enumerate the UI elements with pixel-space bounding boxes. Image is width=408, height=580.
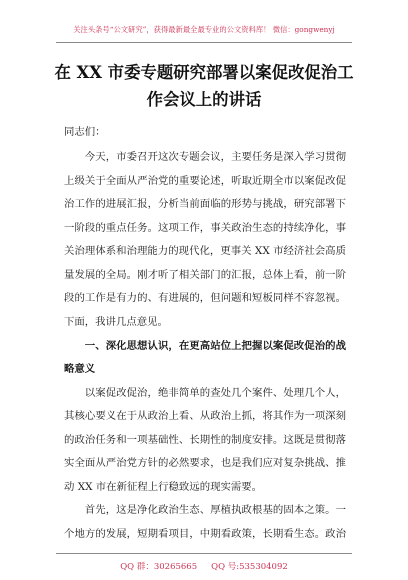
text-line: 一阶段的重点任务。这项工作，事关政治生态的持续净化，事 bbox=[64, 221, 346, 234]
text-line: 下面，我讲几点意见。 bbox=[64, 316, 168, 329]
footer-divider bbox=[56, 553, 352, 554]
text-line: 其核心要义在于从政治上看、从政治上抓，将其作为一项深刻 bbox=[64, 410, 346, 423]
text-line: 上级关于全面从严治党的重要论述，听取近期全市以案促改促 bbox=[64, 174, 346, 187]
salutation: 同志们： bbox=[64, 126, 106, 139]
text-line: 实全面从严治党方针的必然要求，也是我们应对复杂挑战、推 bbox=[64, 457, 346, 470]
page-header-text: 关注头条号“公文研究”，获得最新最全最专业的公文资料库！ 微信：gongwenyj bbox=[73, 25, 335, 34]
paragraph-first-point bbox=[64, 499, 346, 546]
heading-line: 略意义 bbox=[64, 363, 96, 376]
heading-line: 一、深化思想认识，在更高站位上把握以案促改促治的战 bbox=[84, 339, 346, 352]
page-footer bbox=[0, 561, 408, 573]
text-line: 关治理体系和治理能力的现代化，更事关 XX 市经济社会高质 bbox=[64, 245, 346, 258]
footer-qq-group: QQ 群：30265665 bbox=[120, 562, 198, 572]
text-line: 的政治任务和一项基础性、长期性的制度安排。这既是贯彻落 bbox=[64, 433, 346, 446]
text-line: 首先，这是净化政治生态、厚植执政根基的固本之策。一 bbox=[84, 504, 346, 517]
text-line: 动 XX 市在新征程上行稳致远的现实需要。 bbox=[64, 480, 263, 493]
text-line: 段的工作是有力的、有进展的，但问题和短板同样不容忽视。 bbox=[64, 292, 346, 305]
header-divider bbox=[56, 42, 352, 43]
footer-qq-number: QQ 号:535304092 bbox=[211, 562, 288, 572]
text-line: 今天，市委召开这次专题会议，主要任务是深入学习贯彻 bbox=[84, 151, 346, 164]
document-title-line-1: 在 XX 市委专题研究部署以案促改促治工 bbox=[54, 63, 354, 82]
paragraph-significance bbox=[64, 382, 346, 500]
text-line: 以案促改促治，绝非简单的查处几个案件、处理几个人， bbox=[84, 386, 346, 399]
text-line: 个地方的发展，短期看项目，中期看政策，长期看生态。政治 bbox=[64, 527, 346, 540]
text-line: 量发展的全局。刚才听了相关部门的汇报，总体上看，前一阶 bbox=[64, 268, 346, 281]
text-line: 治工作的进展汇报，分析当前面临的形势与挑战，研究部署下 bbox=[64, 198, 346, 211]
paragraph-opening bbox=[64, 146, 346, 334]
section-heading-1 bbox=[64, 335, 346, 382]
document-title-line-2: 作会议上的讲话 bbox=[146, 90, 262, 109]
speech-body bbox=[64, 146, 346, 546]
